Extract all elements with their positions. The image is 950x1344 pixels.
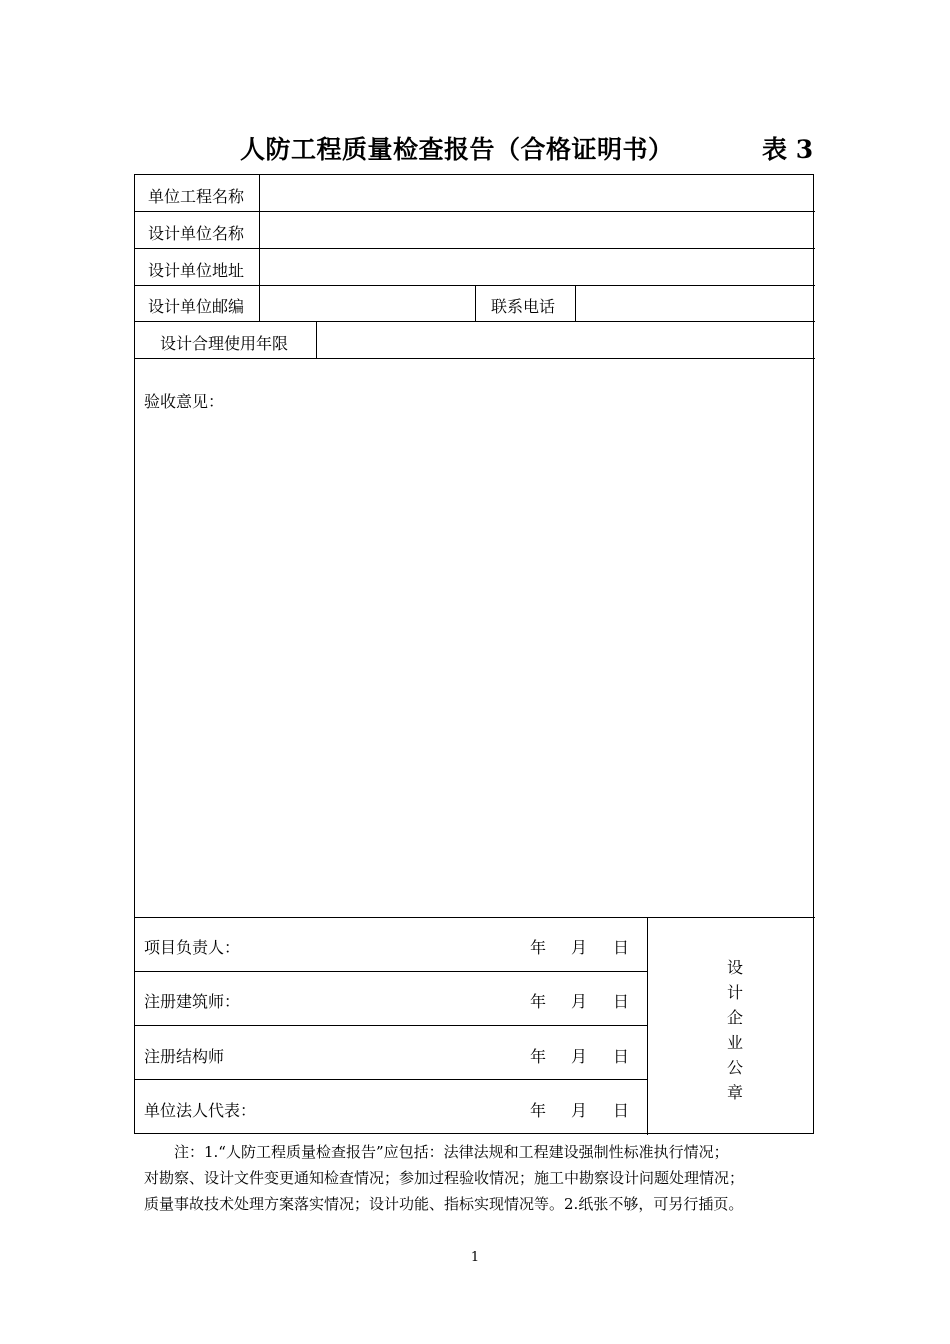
- row-divider: [135, 248, 815, 249]
- year-label: 年: [530, 1047, 547, 1066]
- year-label: 年: [530, 938, 547, 957]
- month-label: 月: [571, 938, 588, 957]
- seal-char: 章: [726, 1083, 743, 1102]
- legal-representative-label: 单位法人代表：: [144, 1101, 257, 1120]
- contact-phone-label: 联系电话: [491, 297, 556, 316]
- unit-project-name-label: 单位工程名称: [148, 187, 245, 206]
- column-divider: [575, 285, 576, 321]
- day-label: 日: [613, 938, 630, 957]
- year-label: 年: [530, 1101, 547, 1120]
- seal-char: 计: [726, 983, 743, 1002]
- footnote-line: 注：1.“人防工程质量检查报告”应包括：法律法规和工程建设强制性标准执行情况；: [174, 1143, 729, 1161]
- row-divider: [135, 321, 815, 322]
- footnote-line: 对勘察、设计文件变更通知检查情况；参加过程验收情况；施工中勘察设计问题处理情况；: [144, 1169, 745, 1187]
- row-divider: [135, 1025, 647, 1026]
- registered-architect-label: 注册建筑师：: [144, 992, 241, 1011]
- project-leader-label: 项目负责人：: [144, 938, 241, 957]
- column-divider: [647, 917, 648, 1135]
- year-label: 年: [530, 992, 547, 1011]
- row-divider: [135, 1079, 647, 1080]
- seal-char: 业: [726, 1033, 743, 1052]
- document-title: 人防工程质量检查报告（合格证明书）: [240, 135, 674, 164]
- month-label: 月: [571, 1101, 588, 1120]
- report-form: [134, 174, 814, 1134]
- column-divider: [316, 321, 317, 358]
- row-divider: [135, 358, 815, 359]
- design-unit-name-label: 设计单位名称: [148, 224, 245, 243]
- row-divider: [135, 971, 647, 972]
- seal-char: 设: [726, 958, 743, 977]
- column-divider: [259, 175, 260, 321]
- footnote-line: 质量事故技术处理方案落实情况；设计功能、指标实现情况等。2.纸张不够，可另行插页。: [144, 1195, 744, 1213]
- document-title-row: [0, 130, 950, 170]
- seal-char: 公: [726, 1058, 743, 1077]
- seal-char: 企: [726, 1008, 743, 1027]
- company-seal-label: [720, 955, 750, 1105]
- day-label: 日: [613, 1101, 630, 1120]
- acceptance-opinion-label: 验收意见：: [144, 392, 225, 411]
- row-divider: [135, 211, 815, 212]
- month-label: 月: [571, 992, 588, 1011]
- day-label: 日: [613, 1047, 630, 1066]
- table-number: 表 3: [762, 135, 814, 164]
- page-number: 1: [470, 1250, 480, 1265]
- design-unit-address-label: 设计单位地址: [148, 261, 245, 280]
- registered-structural-engineer-label: 注册结构师: [144, 1047, 225, 1066]
- day-label: 日: [613, 992, 630, 1011]
- design-service-life-label: 设计合理使用年限: [160, 334, 289, 353]
- month-label: 月: [571, 1047, 588, 1066]
- column-divider: [475, 285, 476, 321]
- row-divider: [135, 917, 815, 918]
- design-unit-postcode-label: 设计单位邮编: [148, 297, 245, 316]
- footnote: [144, 1139, 824, 1217]
